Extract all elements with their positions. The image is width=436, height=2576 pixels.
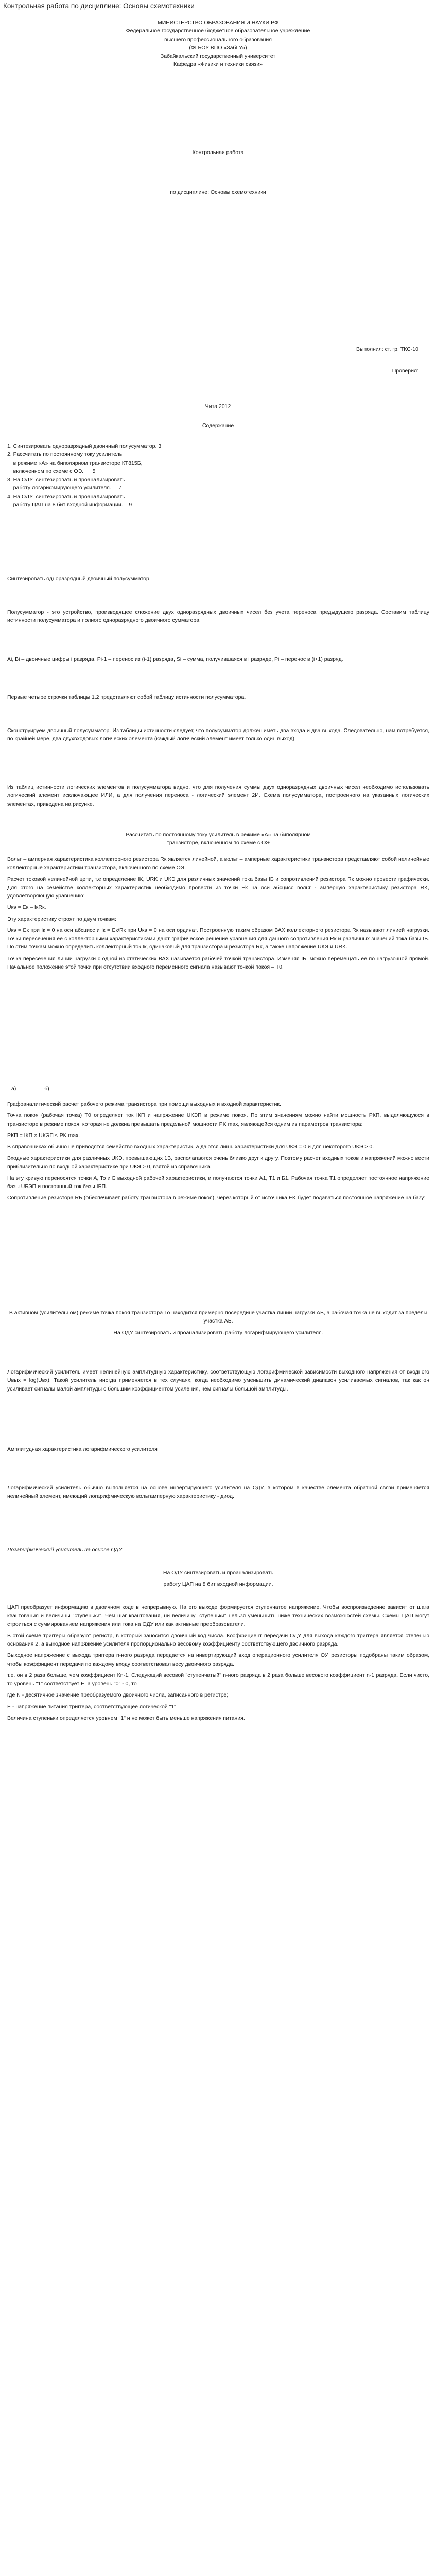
header-line: МИНИСТЕРСТВО ОБРАЗОВАНИЯ И НАУКИ РФ <box>158 20 278 26</box>
figure-label-a: а) <box>11 1086 16 1092</box>
paragraph: Эту характеристику строят по двум точкам: <box>7 916 116 922</box>
performed-by: Выполнил: ст. гр. ТКС-10 <box>356 346 418 352</box>
contents-title: Содержание <box>202 422 234 429</box>
section-1-title: Синтезировать одноразрядный двоичный полусумматор. <box>7 575 151 582</box>
paragraph: Графоаналитический расчет рабочего режима транзистора при помощи выходных и входной характеристик. <box>7 1101 281 1107</box>
section-1-body-4 <box>7 726 429 747</box>
paragraph: На эту кривую переносятся точки A, To и Б выходной рабочей характеристики, и получаются точки A1, T1 и Б1. Рабочая точка T1 определяет постоянное напряжение базы UБЭП и постоянный ток базы IБП. <box>7 1175 429 1190</box>
table-of-contents <box>7 442 265 509</box>
section-title-line: работу ЦАП на 8 бит входной информации. <box>163 1581 273 1588</box>
equation: PКП = IКП × UКЭП ≤ PK max. <box>7 1132 80 1139</box>
header-line: Кафедра «Физики и техники связи» <box>173 61 263 68</box>
paragraph: Из таблиц истинности логических элементов и полусумматора видно, что для получения суммы двух одноразрядных двоичных чисел необходимо использовать логический элемент исключающее ИЛИ, а для получения переноса - логический элемент 2И. Схема полусумматора, построенного на указанных логических элементах, приведена на рисунке. <box>7 784 429 807</box>
toc-item: 1. Синтезировать одноразрядный двоичный полусумматор. 3 <box>7 443 162 449</box>
section-4-body <box>7 1603 429 1725</box>
section-3-title: Амплитудная характеристика логарифмического усилителя <box>7 1446 158 1452</box>
section-1-body <box>7 608 429 628</box>
toc-item: 4. На ОДУ синтезировать и проанализировать <box>7 493 125 500</box>
toc-item: в режиме «А» на биполярном транзисторе КТ815Б, <box>7 460 143 466</box>
paragraph: т.е. он в 2 раза больше, чем коэффициент Кn-1. Следующий весовой "ступенчатый" n-ного разряда в 2 раза больше весового коэффициент n-1 разряда. Если чисто, то уровень "1" соответствует E, а уровень "0" - 0, то <box>7 1672 429 1687</box>
header-line: высшего профессионального образования <box>164 36 272 43</box>
paragraph: E - напряжение питания триггера, соответствующее логической "1" <box>7 1703 176 1710</box>
paragraph: Выходное напряжение с выхода триггера n-ного разряда передается на инвертирующий вход операционного усилителя ОУ, резисторы подобраны таким образом, чтобы коэффициент передачи по каждому входу соответствовал весу двоичного разряда. <box>7 1652 429 1667</box>
section-2-body <box>7 855 429 974</box>
section-title-line: транзисторе, включенном по схеме с ОЭ <box>167 840 270 846</box>
paragraph: Точка покоя (рабочая точка) T0 определяет ток IКП и напряжение UКЭП в режиме покоя. По этим значениям можно найти мощность PКП, выделяющуюся в транзисторе в режиме покоя, которая не должна превышать предельной мощности PK max, являющейся одним из параметров транзистора: <box>7 1112 429 1127</box>
paragraph: Расчет токовой нелинейной цепи, т.е определение IK, URK и UКЭ для различных значений тока базы IБ и сопротивлений резистора Rк можно провести графически. Для этого на семействе коллекторных характеристик необходимо провести из точки Ek на оси абсцисс вольт - амперную характеристику резистора RK, удовлетворяющую уравнению: <box>7 876 429 900</box>
section-4-title <box>7 1569 429 1589</box>
paragraph: Первые четыре строчки таблицы 1.2 представляют собой таблицу истинности полусумматора. <box>7 694 246 700</box>
paragraph: В справочниках обычно не приводятся семейство входных характеристик, а даются лишь характеристики для UКЭ = 0 и для некоторого UКЭ > 0. <box>7 1144 374 1150</box>
figure-label-b: б) <box>44 1086 49 1092</box>
section-1-body-3 <box>7 693 429 704</box>
work-type: Контрольная работа <box>192 149 244 156</box>
paragraph: Логарифмический усилитель имеет нелинейную амплитудную характеристику, соответствующую логарифмической зависимости выходного напряжения от входного Uвых = log(Uвх). Такой усилитель иногда применяется в тех случаях, когда необходимо уменьшить динамический диапазон усиливаемых сигналов, так как он усиливает сигналы малой амплитуды с большим коэффициентом усиления, чем сигналы большой амплитуды. <box>7 1369 429 1392</box>
toc-item: работу ЦАП на 8 бит входной информации. 9 <box>7 501 132 508</box>
section-1-body-2 <box>7 655 429 667</box>
paragraph: Сопротивление резистора RБ (обеспечивает работу транзистора в режиме покоя), через который от источника EK будет подаваться постоянное напряжение на базу: <box>7 1195 426 1201</box>
toc-item: 2. Рассчитать по постоянному току усилитель <box>7 451 123 458</box>
header-line: Забайкальский государственный университет <box>160 53 276 60</box>
paragraph: Ai, Bi – двоичные цифры i разряда, Pi-1 – перенос из (i-1) разряда, Si – сумма, получившаяся в i разряде, Pi – перенос в (i+1) разряд. <box>7 656 343 663</box>
paragraph: В активном (усилительном) режиме точка покоя транзистора То находится примерно посередине участка линии нагрузки АБ, а рабочая точка не выходит за пределы участка АБ. <box>9 1310 428 1325</box>
paragraph: Uкэ = Eк при Iк = 0 на оси абсцисс и Iк = Eк/Rк при Uкэ = 0 на оси ординат. Построенную таким образом ВАХ коллекторного резистора Rк называют линией нагрузки. Точки пересечения ее с коллекторными характеристиками дают графическое решение уравнения для данного сопротивления Rк и различных значений тока базы IБ. По этим точкам можно определить коллекторный ток Iк, одинаковый для транзистора и резистора Rк, а также напряжение UКЭ и URK. <box>7 927 429 951</box>
paragraph: Полусумматор - это устройство, производящее сложение двух одноразрядных двоичных чисел без учета переноса предыдущего разряда. Составим таблицу истинности полусумматора и полного одноразрядного двоичного сумматора. <box>7 609 429 624</box>
section-2-body-3 <box>7 1309 429 1340</box>
paragraph: Входные характеристики для различных UКЭ, превышающих 1В, располагаются очень близко друг к другу. Поэтому расчет входных токов и напряжений можно вести приблизительно по входной характеристике при UКЭ > 0, взятой из справочника. <box>7 1155 429 1170</box>
section-3-body <box>7 1368 429 1396</box>
paragraph: Логарифмический усилитель обычно выполняется на основе инвертирующего усилителя на ОДУ, в котором в качестве элемента обратной связи применяется нелинейный элемент, имеющий логарифмическую вольтамперную характеристику - диод. <box>7 1485 429 1500</box>
section-3-body-2 <box>7 1484 429 1504</box>
paragraph: Вольт – амперная характеристика коллекторного резистора Rк является линейной, а вольт – амперные характеристики транзистора представляют собой нелинейные коллекторные характеристики транзистора, включенного по схеме ОЭ. <box>7 856 429 871</box>
section-title-line: На ОДУ синтезировать и проанализировать <box>163 1570 274 1576</box>
paragraph: Сконструируем двоичный полусумматор. Из таблицы истинности следует, что полусумматор должен иметь два входа и два выхода. Следовательно, нам потребуется, по крайней мере, два двухвходовых логических элемента (каждый логический элемент имеет только один выход). <box>7 727 429 742</box>
toc-item: работу логарифмирующего усилителя. 7 <box>7 485 122 492</box>
paragraph: Величина ступеньки определяется уровнем "1" и не может быть меньше напряжения питания. <box>7 1715 245 1721</box>
section-1-body-5 <box>7 783 429 811</box>
paragraph: В этой схеме триггеры образуют регистр, в который заносится двоичный код числа. Коэффициент передачи ОДУ для выхода каждого триггера является степенью основания 2, а выходное напряжение усилителя пропорционально весовому коэффициенту соответствующего двоичного разряда. <box>7 1632 429 1648</box>
section-2-body-2 <box>7 1100 429 1206</box>
paragraph: где N - десятичное значение преобразуемого двоичного числа, записанного в регистре; <box>7 1692 229 1699</box>
paragraph: Точка пересечения линии нагрузки с одной из статических ВАХ называется рабочей точкой транзистора. Изменяя IБ, можно перемещать ее по нагрузочной прямой. Начальное положение этой точки при отсутствии входного переменного сигнала называют точкой покоя – T0. <box>7 955 429 970</box>
figure-labels <box>7 1084 49 1093</box>
paragraph: На ОДУ синтезировать и проанализировать работу логарифмирующего усилителя. <box>113 1329 323 1336</box>
toc-item: включенном по схеме с ОЭ. 5 <box>7 468 96 474</box>
university-header <box>0 19 436 69</box>
checked-by: Проверил: <box>392 368 418 374</box>
city-year: Чита 2012 <box>205 403 231 410</box>
section-4-caption: Логарифмический усилитель на основе ОДУ <box>7 1547 123 1553</box>
header-line: Федеральное государственное бюджетное образовательное учреждение <box>126 28 310 35</box>
toc-item: 3. На ОДУ синтезировать и проанализировать <box>7 477 125 483</box>
section-title-line: Рассчитать по постоянному току усилитель в режиме «А» на биполярном <box>126 832 311 838</box>
paragraph: ЦАП преобразует информацию в двоичном коде в непрерывную. На его выходе формируется ступенчатое напряжение. Чтобы воспроизведение зависит от шага квантования и величины "ступеньки". Чем шаг квантования, ни величину "ступеньки" нельзя уменьшить ниже технических возможностей схемы. Схемы ЦАП могут строиться с суммированием напряжения или тока на ОДУ или как активные преобразователи. <box>7 1604 429 1628</box>
equation: Uкэ = Eк – IкRк. <box>7 904 46 911</box>
section-2-title <box>7 831 429 848</box>
document-title: Контрольная работа по дисциплине: Основы схемотехники <box>3 2 195 10</box>
subject-line: по дисциплине: Основы схемотехники <box>170 189 266 195</box>
header-line: (ФГБОУ ВПО «ЗабГУ») <box>189 44 247 51</box>
